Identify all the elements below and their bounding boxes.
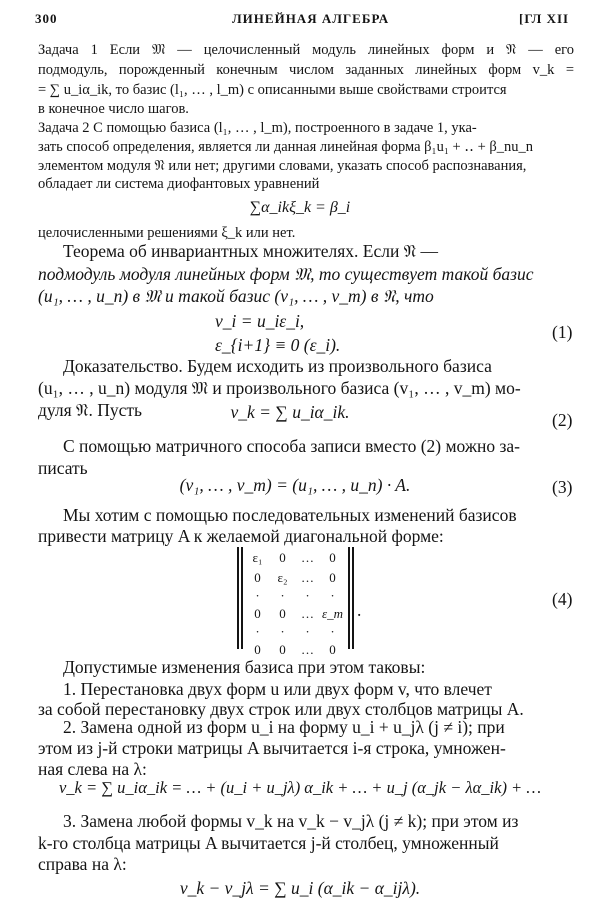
theorem-line2: подмодуль модуля линейных форм 𝔐, то существует такой базис <box>38 264 534 284</box>
matrix-cell: · <box>330 588 335 603</box>
matrix-row <box>245 588 345 604</box>
matrix-text-line2: писать <box>38 458 88 478</box>
item2-line2: этом из j-й строки матрицы A вычитается i-я строка, умножен- <box>38 738 506 758</box>
proof-line2: (u₁, … , u_n) модуля 𝔐 и произвольного базиса (v₁, … , v_m) мо- <box>38 378 521 398</box>
matrix-cell: · <box>255 588 260 603</box>
item3-line2: k-го столбца матрицы A вычитается j-й столбец, умноженный <box>38 833 499 853</box>
problem1-line1: Задача 1 Если 𝔐 — целочисленный модуль линейных форм и 𝔑 — его <box>38 42 574 58</box>
equation-diophantine: ∑α_ikξ_k = β_i <box>249 199 351 216</box>
matrix-cell: · <box>330 624 335 639</box>
matrix-row <box>245 548 345 568</box>
equation-3-label: (3) <box>552 477 573 497</box>
matrix-right-bar-inner <box>348 547 350 649</box>
matrix-cell: · <box>280 624 285 639</box>
chapter-label: [ГЛ XII <box>519 11 570 26</box>
equation-item3: v_k − v_jλ = ∑ u_i (α_ik − α_ijλ). <box>179 878 421 898</box>
matrix-cell: ε₁ <box>252 550 263 565</box>
matrix-4-entries <box>245 548 345 660</box>
matrix-cell: … <box>301 606 314 621</box>
problem2-line3: элементом модуля 𝔑 или нет; другими словами, указать способ распознавания, <box>38 158 527 174</box>
item1-line1: 1. Перестановка двух форм u или двух форм v, что влечет <box>63 679 492 699</box>
matrix-cell: 0 <box>329 550 336 565</box>
matrix-cell: · <box>255 624 260 639</box>
matrix-cell: 0 <box>279 550 286 565</box>
equation-1b: ε_{i+1} ≡ 0 (ε_i). <box>215 335 341 355</box>
equation-2-label: (2) <box>552 410 573 430</box>
matrix-left-bar-outer <box>237 547 239 649</box>
problem1-line2: подмодуль, порожденный конечным числом заданных линейных форм v_k = <box>38 62 574 78</box>
running-title: ЛИНЕЙНАЯ АЛГЕБРА <box>232 11 390 26</box>
matrix-cell: … <box>301 570 314 585</box>
problem2-conclusion: целочисленными решениями ξ_k или нет. <box>38 225 296 241</box>
problem1-line3: = ∑ u_iα_ik, то базис (l₁, … , l_m) с описанными выше свойствами строится <box>38 82 507 98</box>
matrix-row <box>245 604 345 624</box>
matrix-left-bar-inner <box>241 547 243 649</box>
problem2-line1: Задача 2 С помощью базиса (l₁, … , l_m), построенного в задаче 1, ука- <box>38 120 477 136</box>
theorem-line3: (u₁, … , u_n) в 𝔐 и такой базис (v₁, … , v_m) в 𝔑, что <box>38 286 434 306</box>
equation-1a: v_i = u_iε_i, <box>215 311 305 331</box>
equation-2: v_k = ∑ u_iα_ik. <box>230 402 350 422</box>
changes-intro: Допустимые изменения базиса при этом таковы: <box>63 657 426 677</box>
problem2-line2: зать способ определения, является ли данная линейная форма β₁u₁ + ‥ + β_nu_n <box>38 139 534 155</box>
equation-1-label: (1) <box>552 322 573 342</box>
matrix-cell: ε₂ <box>277 570 288 585</box>
matrix-cell: · <box>280 588 285 603</box>
matrix-cell: · <box>305 588 310 603</box>
equation-item2: v_k = ∑ u_iα_ik = … + (u_i + u_jλ) α_ik + … + u_j (α_jk − λα_ik) + … <box>58 778 541 797</box>
matrix-cell: · <box>305 624 310 639</box>
equation-4-label: (4) <box>552 589 573 609</box>
matrix-cell: 0 <box>279 642 286 657</box>
page-number: 300 <box>35 11 58 26</box>
item1-line2: за собой перестановку двух строк или двух столбцов матрицы A. <box>38 699 524 719</box>
item3-line1: 3. Замена любой формы v_k на v_k − v_jλ (j ≠ k); при этом из <box>63 811 519 831</box>
matrix-cell: … <box>301 550 314 565</box>
proof-line1: Доказательство. Будем исходить из произвольного базиса <box>63 356 492 376</box>
item2-line3: ная слева на λ: <box>38 759 147 779</box>
problem2-line4: обладает ли система диофантовых уравнений <box>38 176 320 192</box>
matrix-cell: 0 <box>254 570 261 585</box>
matrix-cell: … <box>301 642 314 657</box>
diag-text-line2: привести матрицу A к желаемой диагональной форме: <box>38 526 444 546</box>
matrix-cell: ε_m <box>321 606 343 621</box>
matrix-right-bar-outer <box>352 547 354 649</box>
item2-line1: 2. Замена одной из форм u_i на форму u_i + u_jλ (j ≠ i); при <box>63 717 505 737</box>
matrix-cell: 0 <box>254 642 261 657</box>
problem1-line4: в конечное число шагов. <box>38 101 189 117</box>
proof-line3: дуля 𝔑. Пусть <box>38 400 143 420</box>
matrix-cell: 0 <box>254 606 261 621</box>
equation-3: (v₁, … , v_m) = (u₁, … , u_n) · A. <box>179 475 411 495</box>
matrix-row <box>245 568 345 588</box>
item3-line3: справа на λ: <box>38 854 127 874</box>
matrix-period: . <box>357 600 362 620</box>
matrix-cell: 0 <box>279 606 286 621</box>
matrix-cell: 0 <box>329 642 336 657</box>
diag-text-line1: Мы хотим с помощью последовательных изменений базисов <box>63 505 517 525</box>
matrix-row <box>245 624 345 640</box>
matrix-4 <box>237 547 353 657</box>
theorem-line1: Теорема об инвариантных множителях. Если 𝔑 — <box>63 241 439 261</box>
matrix-cell: 0 <box>329 570 336 585</box>
matrix-text-line1: С помощью матричного способа записи вместо (2) можно за- <box>63 436 520 456</box>
